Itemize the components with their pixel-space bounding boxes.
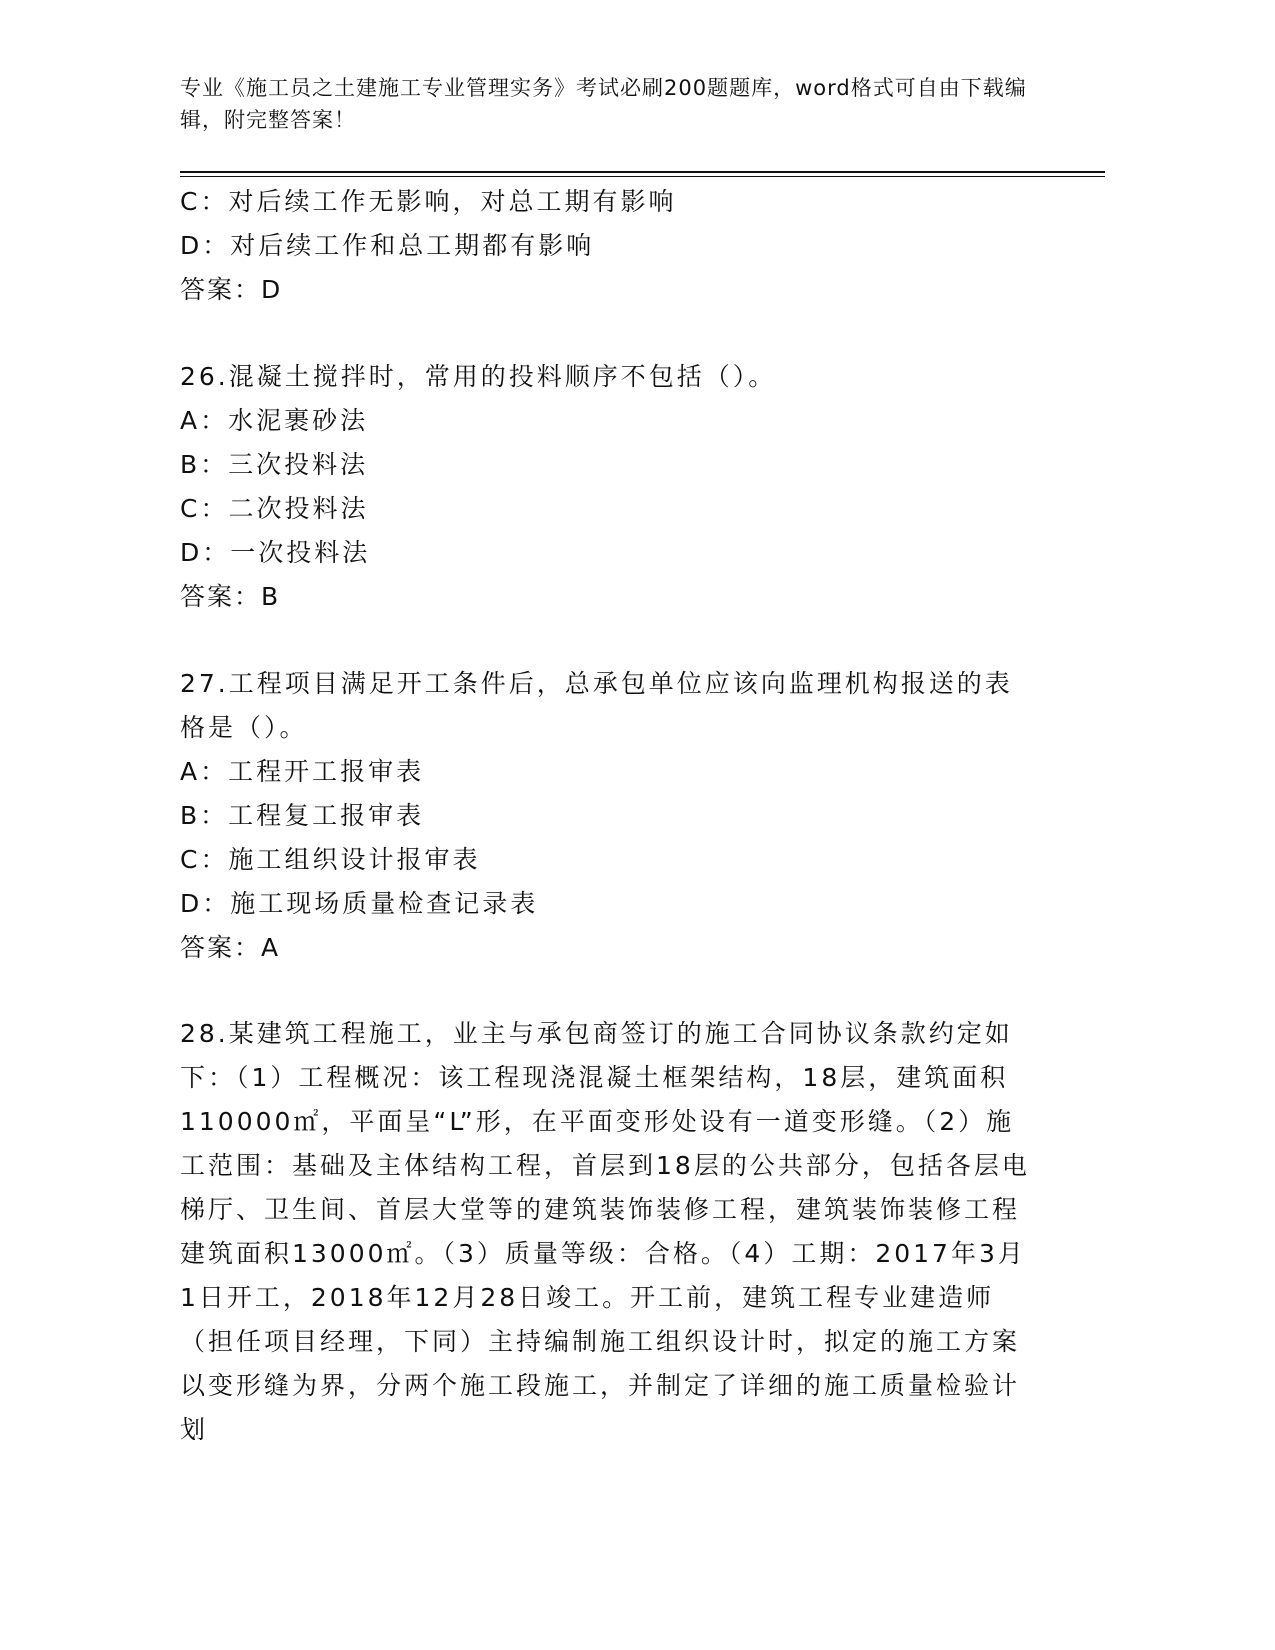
option-b: B：三次投料法 (180, 450, 369, 479)
document-header (180, 72, 1040, 136)
option-c: C：二次投料法 (180, 494, 369, 523)
answer-line: 答案：A (180, 933, 281, 962)
document-body (180, 180, 1040, 1452)
option-a: A：水泥裹砂法 (180, 406, 369, 435)
question-text: 28.某建筑工程施工，业主与承包商签订的施工合同协议条款约定如下：（1）工程概况：该工程现浇混凝土框架结构，18层，建筑面积110000㎡，平面呈“L”形，在平面变形处设有一道变形缝。（2）施工范围：基础及主体结构工程，首层到18层的公共部分，包括各层电梯厅、卫生间、首层大堂等的建筑装饰装修工程，建筑装饰装修工程建筑面积13000㎡。（3）质量等级：合格。（4）工期：2017年3月1日开工，2018年12月28日竣工。开工前，建筑工程专业建造师（担任项目经理，下同）主持编制施工组织设计时，拟定的施工方案以变形缝为界，分两个施工段施工，并制定了详细的施工质量检验计划 (180, 1019, 1030, 1444)
answer-line: 答案：D (180, 275, 283, 304)
question-text: 26.混凝土搅拌时，常用的投料顺序不包括（）。 (180, 362, 777, 391)
question-text: 27.工程项目满足开工条件后，总承包单位应该向监理机构报送的表格是（）。 (180, 669, 1013, 742)
option-d: D：对后续工作和总工期都有影响 (180, 231, 595, 260)
answer-line: 答案：B (180, 582, 281, 611)
header-divider (180, 171, 1105, 173)
header-text: 专业《施工员之土建施工专业管理实务》考试必刷200题题库，word格式可自由下载编辑，附完整答案！ (180, 76, 1027, 132)
option-c: C：对后续工作无影响，对总工期有影响 (180, 187, 677, 216)
option-d: D：施工现场质量检查记录表 (180, 889, 539, 918)
header-divider-thin (180, 176, 1105, 177)
question-25-tail (180, 180, 1040, 312)
option-d: D：一次投料法 (180, 538, 371, 567)
question-27 (180, 662, 1040, 970)
question-26 (180, 355, 1040, 619)
option-b: B：工程复工报审表 (180, 801, 425, 830)
option-c: C：施工组织设计报审表 (180, 845, 481, 874)
question-28 (180, 1012, 1040, 1452)
option-a: A：工程开工报审表 (180, 757, 425, 786)
